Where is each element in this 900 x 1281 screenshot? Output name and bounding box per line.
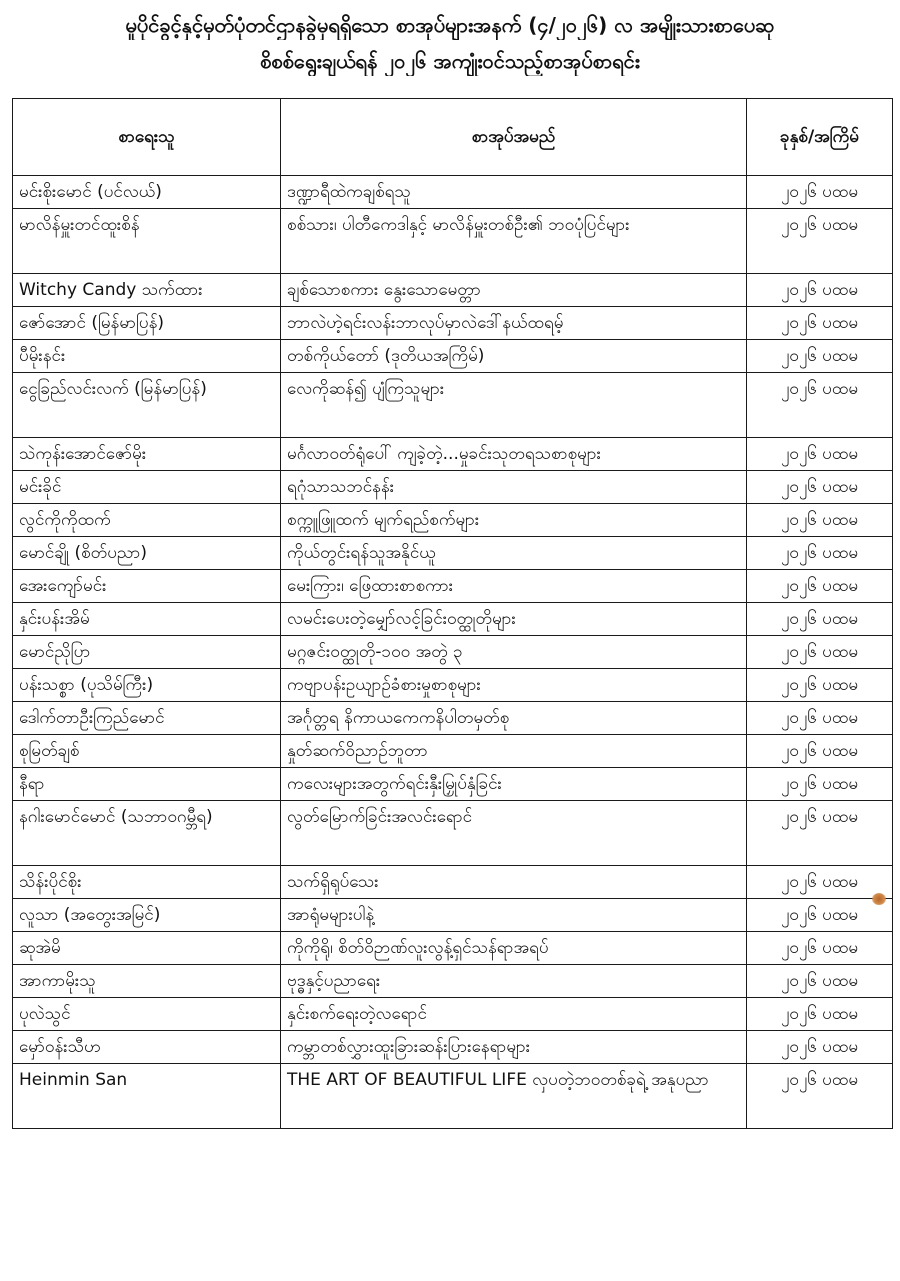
page-title: မူပိုင်ခွင့်နှင့်မှတ်ပုံတင်ဌာနခွဲမှရရှိသော စာအုပ်များအနက် (၄/၂၀၂၆) လ အမျိုးသားစာပေဆု xyxy=(125,13,775,37)
title-cell: ကလေးများအတွက်ရင်းနှီးမြှုပ်နှံခြင်း xyxy=(281,768,747,801)
edition-cell: ၂၀၂၆ ပထမ xyxy=(747,702,893,735)
table-row xyxy=(13,603,893,636)
edition-cell: ၂၀၂၆ ပထမ xyxy=(747,735,893,768)
author-cell: လွင်ကိုကိုထက် xyxy=(13,504,281,537)
author-cell: ဇော်အောင် (မြန်မာပြန်) xyxy=(13,307,281,340)
title-cell: နှုတ်ဆက်ဝိညာဉ်ဘူတာ xyxy=(281,735,747,768)
title-cell: လေကိုဆန်၍ ပျံကြသူများ xyxy=(281,373,747,438)
title-cell: တစ်ကိုယ်တော် (ဒုတိယအကြိမ်) xyxy=(281,340,747,373)
table-row xyxy=(13,504,893,537)
column-header-edition: ခုနှစ်/အကြိမ် xyxy=(747,99,893,176)
table-row xyxy=(13,438,893,471)
author-cell: ဒေါက်တာဦးကြည်မောင် xyxy=(13,702,281,735)
column-header-author: စာရေးသူ xyxy=(13,99,281,176)
edition-cell: ၂၀၂၆ ပထမ xyxy=(747,998,893,1031)
edition-cell: ၂၀၂၆ ပထမ xyxy=(747,209,893,274)
author-cell: မှော်ဝန်းသီဟ xyxy=(13,1031,281,1064)
edition-cell: ၂၀၂၆ ပထမ xyxy=(747,537,893,570)
page-header xyxy=(0,0,900,96)
author-cell: Heinmin San xyxy=(13,1064,281,1129)
edition-cell: ၂၀၂၆ ပထမ xyxy=(747,1031,893,1064)
title-cell: ဗုဒ္ဓနှင့်ပညာရေး xyxy=(281,965,747,998)
title-cell: ဒဏ္ဍာရီထဲကချစ်ရသူ xyxy=(281,176,747,209)
edition-cell: ၂၀၂၆ ပထမ xyxy=(747,669,893,702)
table-row xyxy=(13,932,893,965)
author-cell: ပုလဲသွင် xyxy=(13,998,281,1031)
title-cell: ဘာလဲဟဲ့ရင်းလန်းဘာလုပ်မှာလဲဒေါ်နယ်ထရမ့် xyxy=(281,307,747,340)
edition-cell: ၂၀၂၆ ပထမ xyxy=(747,899,893,932)
table-header-row xyxy=(13,99,893,176)
edition-cell: ၂၀၂၆ ပထမ xyxy=(747,636,893,669)
author-cell: သဲကုန်းအောင်ဇော်မိုး xyxy=(13,438,281,471)
author-cell: ငွေခြည်လင်းလက် (မြန်မာပြန်) xyxy=(13,373,281,438)
author-cell: အာကာမိုးသူ xyxy=(13,965,281,998)
table-row xyxy=(13,307,893,340)
author-cell: မာလိန်မှူးတင်ထူးစိန် xyxy=(13,209,281,274)
table-row xyxy=(13,537,893,570)
table-row xyxy=(13,965,893,998)
author-cell: စုမြတ်ချစ် xyxy=(13,735,281,768)
table-row xyxy=(13,471,893,504)
table-row xyxy=(13,373,893,438)
title-cell: နှင်းစက်ရေးတဲ့လရောင် xyxy=(281,998,747,1031)
author-cell: နှင်းပန်းအိမ် xyxy=(13,603,281,636)
author-cell: လူသာ (အတွေးအမြင်) xyxy=(13,899,281,932)
edition-cell: ၂၀၂၆ ပထမ xyxy=(747,504,893,537)
table-row xyxy=(13,735,893,768)
edition-cell: ၂၀၂၆ ပထမ xyxy=(747,932,893,965)
author-cell: သိန်းပိုင်စိုး xyxy=(13,866,281,899)
table-row xyxy=(13,1064,893,1129)
table-row xyxy=(13,899,893,932)
title-cell: အာရုံမများပါနဲ့ xyxy=(281,899,747,932)
author-cell: ဆုအဲမိ xyxy=(13,932,281,965)
paper-stain-mark xyxy=(872,893,886,905)
title-cell: မဂ္ဂဇင်းဝတ္ထုတို-၁၀၀ အတွဲ ၃ xyxy=(281,636,747,669)
title-cell: ကိုယ်တွင်းရန်သူအနိုင်ယူ xyxy=(281,537,747,570)
edition-cell: ၂၀၂၆ ပထမ xyxy=(747,176,893,209)
title-cell: သက်ရှိရုပ်သေး xyxy=(281,866,747,899)
edition-cell: ၂၀၂၆ ပထမ xyxy=(747,801,893,866)
book-list-table xyxy=(12,98,893,1129)
table-row xyxy=(13,274,893,307)
edition-cell: ၂၀၂၆ ပထမ xyxy=(747,1064,893,1129)
title-cell: ကိုကိုရို၊ စိတ်ဝိဉာဏ်လူးလွန့်ရှင်သန်ရာအရပ် xyxy=(281,932,747,965)
table-row xyxy=(13,801,893,866)
edition-cell: ၂၀၂၆ ပထမ xyxy=(747,866,893,899)
author-cell: Witchy Candy သက်ထား xyxy=(13,274,281,307)
edition-cell: ၂၀၂၆ ပထမ xyxy=(747,965,893,998)
title-cell: လမင်းပေးတဲ့မျှော်လင့်ခြင်းဝတ္ထုတိုများ xyxy=(281,603,747,636)
table-row xyxy=(13,998,893,1031)
title-cell: လွတ်မြောက်ခြင်းအလင်းရောင် xyxy=(281,801,747,866)
author-cell: နီရာ xyxy=(13,768,281,801)
title-cell: THE ART OF BEAUTIFUL LIFE လှပတဲ့ဘဝတစ်ခုရဲ့ အနုပညာ xyxy=(281,1064,747,1129)
edition-cell: ၂၀၂၆ ပထမ xyxy=(747,274,893,307)
edition-cell: ၂၀၂၆ ပထမ xyxy=(747,603,893,636)
title-cell: ရဂုံသာသဘင်နန်း xyxy=(281,471,747,504)
author-cell: မင်းခိုင် xyxy=(13,471,281,504)
edition-cell: ၂၀၂၆ ပထမ xyxy=(747,307,893,340)
title-cell: စက္ကူဖြူထက် မျက်ရည်စက်များ xyxy=(281,504,747,537)
author-cell: မောင်ညိုပြာ xyxy=(13,636,281,669)
author-cell: ပီမိုးနင်း xyxy=(13,340,281,373)
title-cell: အင်္ဂုတ္တရ နိကာယကေကနိပါတမှတ်စု xyxy=(281,702,747,735)
title-cell: မေးကြား၊ ဖြေထားစာစကား xyxy=(281,570,747,603)
edition-cell: ၂၀၂၆ ပထမ xyxy=(747,373,893,438)
title-cell: စစ်သား၊ ပါတီကေဒါနှင့် မာလိန်မှူးတစ်ဦး၏ ဘဝပုံပြင်များ xyxy=(281,209,747,274)
table-row xyxy=(13,1031,893,1064)
title-cell: ကဗျာပန်းဥယျာဉ်ခံစားမှုစာစုများ xyxy=(281,669,747,702)
table-row xyxy=(13,176,893,209)
table-row xyxy=(13,209,893,274)
table-row xyxy=(13,636,893,669)
title-cell: ကမ္ဘာတစ်လွှားထူးခြားဆန်းပြားနေရာများ xyxy=(281,1031,747,1064)
edition-cell: ၂၀၂၆ ပထမ xyxy=(747,340,893,373)
edition-cell: ၂၀၂၆ ပထမ xyxy=(747,768,893,801)
author-cell: ပန်းသစ္စာ (ပုသိမ်ကြီး) xyxy=(13,669,281,702)
page-subtitle: စိစစ်ရွေးချယ်ရန် ၂၀၂၆ အကျုံးဝင်သည့်စာအုပ်စာရင်း xyxy=(260,49,640,73)
column-header-title: စာအုပ်အမည် xyxy=(281,99,747,176)
table-row xyxy=(13,866,893,899)
table-row xyxy=(13,669,893,702)
author-cell: အေးကျော်မင်း xyxy=(13,570,281,603)
author-cell: နဂါးမောင်မောင် (သဘာဝဂမ္ဘီရ) xyxy=(13,801,281,866)
edition-cell: ၂၀၂၆ ပထမ xyxy=(747,471,893,504)
table-row xyxy=(13,570,893,603)
edition-cell: ၂၀၂၆ ပထမ xyxy=(747,570,893,603)
title-cell: ချစ်သောစကား နွေးသောမေတ္တာ xyxy=(281,274,747,307)
title-cell: မင်္ဂလာဝတ်ရုံပေါ် ကျခဲ့တဲ့...မှုခင်းသုတရသစာစုများ xyxy=(281,438,747,471)
table-row xyxy=(13,768,893,801)
table-row xyxy=(13,340,893,373)
table-row xyxy=(13,702,893,735)
edition-cell: ၂၀၂၆ ပထမ xyxy=(747,438,893,471)
author-cell: မောင်ချို (စိတ်ပညာ) xyxy=(13,537,281,570)
author-cell: မင်းစိုးမောင် (ပင်လယ်) xyxy=(13,176,281,209)
